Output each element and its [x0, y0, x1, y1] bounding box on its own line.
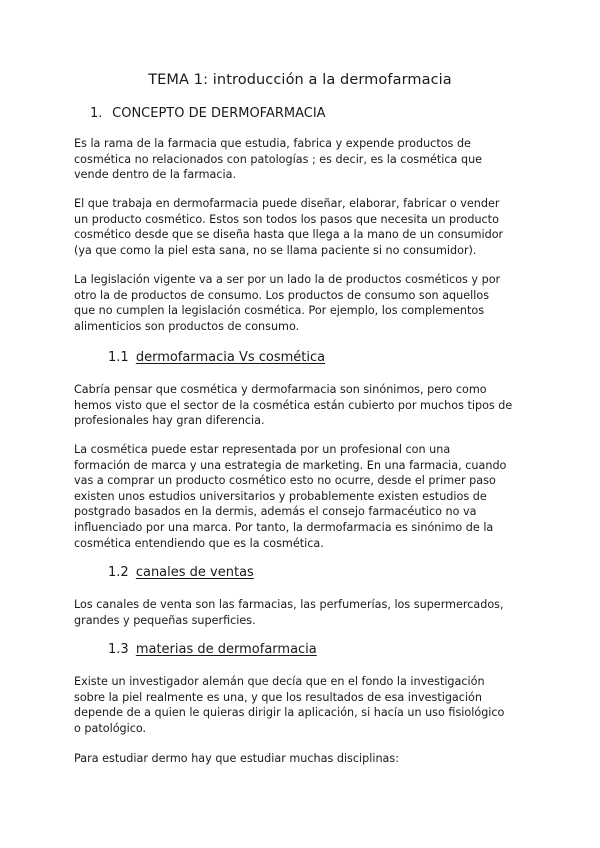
- text-line: La cosmética puede estar representada por un profesional con una: [74, 443, 451, 456]
- text-line: grandes y pequeñas superficies.: [74, 613, 256, 627]
- paragraph: [74, 442, 534, 551]
- text-line: sobre la piel realmente es una, y que los resultados de esa investigación: [74, 690, 482, 704]
- text-line: existen unos estudios universitarios y probablemente existen estudios de: [74, 489, 487, 503]
- subsection-heading-1-3: [108, 642, 317, 657]
- text-line: alimenticios son productos de consumo.: [74, 319, 300, 333]
- paragraph: [74, 674, 534, 736]
- text-line: Para estudiar dermo hay que estudiar muchas disciplinas:: [74, 752, 399, 765]
- text-line: o patológico.: [74, 721, 147, 735]
- text-line: influenciado por una marca. Por tanto, la dermofarmacia es sinónimo de la: [74, 520, 494, 534]
- subsection-heading-1-1: [108, 350, 325, 365]
- text-line: vas a comprar un producto cosmético esto no ocurre, desde el primer paso: [74, 474, 496, 488]
- section-heading-1: [90, 106, 326, 121]
- text-line: Cabría pensar que cosmética y dermofarmacia son sinónimos, pero como: [74, 383, 487, 396]
- text-line: profesionales hay gran diferencia.: [74, 414, 265, 428]
- paragraph: [74, 272, 534, 334]
- subsection-number: 1.3: [108, 642, 129, 657]
- text-line: vende dentro de la farmacia.: [74, 168, 237, 182]
- paragraph: [74, 196, 534, 258]
- subsection-heading-text: dermofarmacia Vs cosmética: [135, 350, 326, 365]
- paragraph: [74, 136, 534, 183]
- paragraph: [74, 382, 534, 429]
- subsection-heading-1-2: [108, 565, 254, 580]
- text-line: (ya que como la piel esta sana, no se llama paciente si no consumidor).: [74, 243, 477, 257]
- text-line: postgrado basados en la dermis, además el consejo farmacéutico no va: [74, 505, 477, 519]
- paragraph: [74, 597, 534, 628]
- text-line: depende de a quien le quieras dirigir la aplicación, si hacía un uso fisiológico: [74, 706, 505, 720]
- text-line: que no cumplen la legislación cosmética. Por ejemplo, los complementos: [74, 304, 485, 318]
- subsection-number: 1.1: [108, 350, 129, 365]
- subsection-heading-text: canales de ventas: [135, 565, 254, 580]
- text-line: hemos visto que el sector de la cosmética están cubierto por muchos tipos de: [74, 398, 513, 412]
- paragraph: [74, 751, 534, 767]
- text-line: cosmético desde que se diseña hasta que llega a la mano de un consumidor: [74, 228, 504, 242]
- text-line: Los canales de venta son las farmacias, las perfumerías, los supermercados,: [74, 598, 504, 611]
- text-line: Existe un investigador alemán que decía que en el fondo la investigación: [74, 675, 485, 688]
- subsection-heading-text: materias de dermofarmacia: [135, 642, 317, 657]
- section-number: 1.: [90, 106, 103, 121]
- text-line: Es la rama de la farmacia que estudia, fabrica y expende productos de: [74, 137, 471, 150]
- text-line: cosmética no relacionados con patologías ; es decir, es la cosmética que: [74, 152, 483, 166]
- text-line: cosmética entendiendo que es la cosmética.: [74, 536, 324, 550]
- section-heading-text: CONCEPTO DE DERMOFARMACIA: [112, 106, 326, 121]
- subsection-number: 1.2: [108, 565, 129, 580]
- text-line: otro la de productos de consumo. Los productos de consumo son aquellos: [74, 288, 490, 302]
- text-line: La legislación vigente va a ser por un lado la de productos cosméticos y por: [74, 273, 501, 286]
- text-line: formación de marca y una estrategia de marketing. En una farmacia, cuando: [74, 458, 507, 472]
- page-title: TEMA 1: introducción a la dermofarmacia: [148, 72, 452, 88]
- text-line: un producto cosmético. Estos son todos los pasos que necesita un producto: [74, 212, 499, 226]
- text-line: El que trabaja en dermofarmacia puede diseñar, elaborar, fabricar o vender: [74, 197, 500, 210]
